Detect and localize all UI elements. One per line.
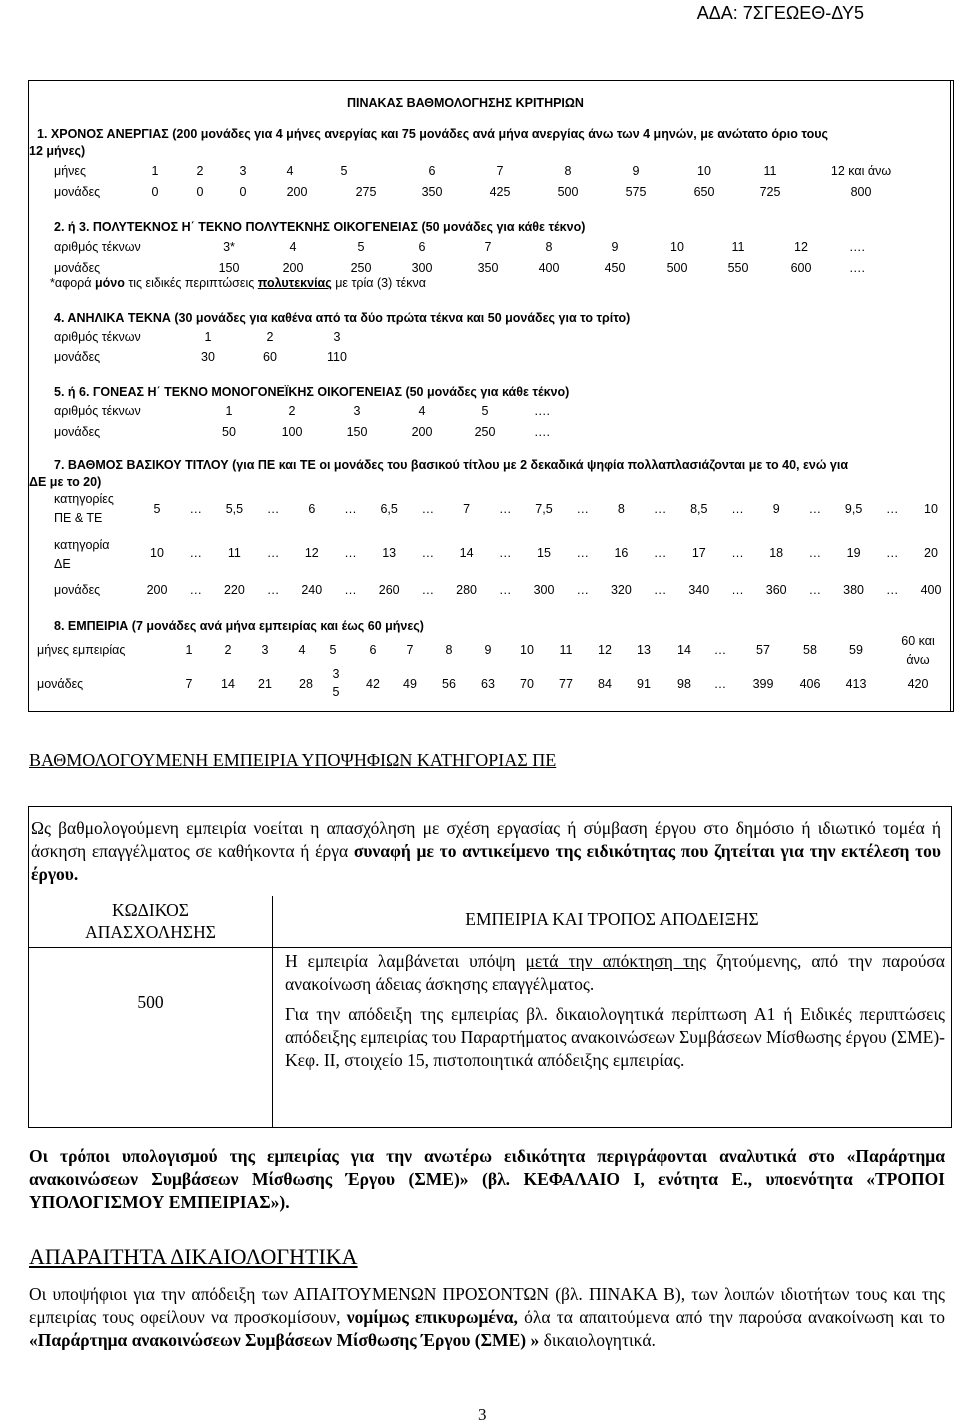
table-cell: 5 [357,240,365,254]
table-cell: 150 [218,261,240,275]
table-cell: 8 [617,502,625,516]
table-cell: … [713,643,727,657]
column-divider [272,896,273,1128]
table-cell: 91 [637,677,651,691]
table-cell: 98 [677,677,691,691]
table-cell: 28 [299,677,313,691]
table-cell: 420 [907,677,929,691]
table-cell: 280 [456,583,478,597]
table-cell: 12 [304,546,319,560]
table-cell: 300 [411,261,433,275]
table-cell: 340 [688,583,710,597]
table-cell: 4 [289,240,297,254]
table-cell: … [189,546,202,560]
table-cell: 406 [799,677,821,691]
experience-definition-box [28,806,952,1128]
many-children-points-label: μονάδες [54,261,101,275]
table-cell: … [421,583,435,597]
table-cell: 8,5 [690,502,708,516]
table-cell: 56 [442,677,456,691]
table-cell: 14 [677,643,691,657]
table-cell: …. [534,425,550,439]
table-cell: 1 [151,164,159,178]
table-cell: … [189,502,202,516]
table-cell: 1 [204,330,212,344]
experience-proof: Για την απόδειξη της εμπειρίας βλ. δικαιολογητικά περίπτωση Α1 ή Ειδικές περιπτώσεις απόδειξης εμπειρίας του Παραρτήματος ανακοινώσεων Συμβάσεων Μίσθωσης έργου (ΣΜΕ)- Κεφ. ΙΙ, στοιχείο 15, πιστοποιητικά απόδειξης εμπειρίας. [285,1004,946,1070]
degree-points-label: μονάδες [54,583,101,597]
table-cell: 6,5 [380,502,398,516]
table-cell: … [731,546,744,560]
table-cell: 9 [632,164,640,178]
experience-definition: Ως βαθμολογούμενη εμπειρία νοείται η απασχόληση με σχέση εργασίας ή σύμβαση έργου στο δημόσιο ή ιδιωτικό τομέα ή άσκηση επαγγέλματος σε καθήκοντα ή έργα συναφή με το αντικείμενο της ειδικότητας που ζητείται για την εκτέλεση του έργου. [31,818,941,884]
table-cell: 63 [481,677,495,691]
table-cell: 4 [286,164,294,178]
table-cell: 360 [765,583,787,597]
experience-heading: 8. ΕΜΠΕΙΡΙΑ (7 μονάδες ανά μήνα εμπειρίας και έως 60 μήνες) [54,619,424,633]
table-cell: 1 [185,643,193,657]
table-cell: 380 [843,583,865,597]
table-cell: … [808,546,822,560]
table-cell: 7,5 [535,502,553,516]
table-cell: 500 [557,185,579,199]
table-right-rule [950,80,951,712]
table-cell: 10 [520,643,534,657]
table-cell: 11 [227,546,241,560]
table-cell: 59 [849,643,863,657]
table-cell: 12 [794,240,808,254]
table-cell: 11 [559,643,573,657]
table-cell: … [266,546,280,560]
table-cell: 240 [301,583,323,597]
table-cell: … [653,583,667,597]
table-cell: 13 [637,643,651,657]
table-cell: 8 [564,164,572,178]
ada-code: ΑΔΑ: 7ΣΓΕΩΕΘ-ΔΥ5 [696,3,864,23]
code-column-header: ΚΩΔΙΚΟΣ ΑΠΑΣΧΟΛΗΣΗΣ [85,900,216,942]
table-cell: 350 [477,261,499,275]
table-cell: 200 [286,185,308,199]
table-cell: 725 [759,185,781,199]
table-cell: … [731,583,744,597]
table-cell: 5 [481,404,489,418]
table-cell: 7 [463,502,471,516]
unemployment-heading-cont: 12 μήνες) [29,144,86,158]
table-cell: 7 [406,643,414,657]
table-cell: 1 [225,404,233,418]
table-cell: 7 [496,164,504,178]
table-cell: … [266,502,280,516]
table-cell: 500 [666,261,688,275]
requirements-title: ΑΠΑΡΑΙΤΗΤΑ ΔΙΚΑΙΟΛΟΓΗΤΙΚΑ [29,1244,358,1269]
table-cell: 9 [611,240,619,254]
table-cell: 10 [150,546,164,560]
table-cell: 60 [263,350,277,364]
table-cell: 18 [769,546,784,560]
table-cell: 200 [146,583,168,597]
table-cell: 21 [258,677,272,691]
table-cell: 2 [266,330,274,344]
table-cell: … [576,583,589,597]
table-cell: 58 [803,643,817,657]
table-cell: … [653,502,667,516]
experience-condition: Η εμπειρία λαμβάνεται υπόψη μετά την απόκτηση της ζητούμενης, από την παρούσα ανακοίνωση άδειας άσκησης επαγγέλματος. [285,951,945,994]
table-cell: 2 [196,164,204,178]
degree-de-label-2: ΔΕ [54,557,71,571]
experience-points-split-bottom: 5 [332,685,340,699]
many-children-count-label: αριθμός τέκνων [54,240,141,254]
table-cell: …. [534,404,550,418]
table-cell: 5 [329,643,337,657]
table-cell: … [189,583,202,597]
table-cell: 650 [693,185,715,199]
table-cell: 0 [151,185,159,199]
table-cell: 10 [924,502,938,516]
page-number: 3 [478,1405,487,1424]
table-cell: 10 [697,164,711,178]
table-cell: 7 [185,677,193,691]
table-cell: … [344,583,357,597]
experience-points-label: μονάδες [37,677,84,691]
table-cell: 70 [520,677,534,691]
table-cell: 6 [418,240,426,254]
table-cell: … [421,502,435,516]
table-cell: 425 [489,185,511,199]
table-cell: 6 [308,502,316,516]
table-cell: 200 [282,261,304,275]
table-cell: 450 [604,261,626,275]
experience-points-split-top: 3 [332,667,340,681]
table-cell: … [886,502,899,516]
degree-heading-cont: ΔΕ με το 20) [29,475,102,489]
table-cell: … [576,546,589,560]
table-cell: 275 [355,185,377,199]
table-cell: 300 [533,583,555,597]
table-cell: 12 και άνω [830,164,892,178]
table-cell: 0 [239,185,247,199]
table-cell: 77 [559,677,573,691]
criteria-title: ΠΙΝΑΚΑΣ ΒΑΘΜΟΛΟΓΗΣΗΣ ΚΡΙΤΗΡΙΩΝ [347,96,584,110]
table-cell: 19 [846,546,861,560]
table-cell: 0 [196,185,204,199]
experience-column-header: ΕΜΠΕΙΡΙΑ ΚΑΙ ΤΡΟΠΟΣ ΑΠΟΔΕΙΞΗΣ [465,909,759,929]
table-cell: … [886,583,899,597]
degree-de-label: κατηγορία [54,538,110,552]
table-cell: 575 [625,185,647,199]
experience-months-label: μήνες εμπειρίας [37,643,126,657]
table-cell: 7 [484,240,492,254]
table-cell: 57 [756,643,770,657]
table-cell: 11 [731,240,745,254]
table-cell: … [344,502,357,516]
table-cell: 399 [752,677,774,691]
table-cell: 6 [428,164,436,178]
table-cell: 4 [418,404,426,418]
table-cell: 42 [366,677,380,691]
table-cell: 400 [920,583,942,597]
table-cell: 9 [772,502,780,516]
table-cell: 11 [763,164,777,178]
table-cell: 10 [670,240,684,254]
table-cell: … [344,546,357,560]
degree-pe-te-label: κατηγορίες [54,492,114,506]
table-cell: 84 [598,677,612,691]
table-cell: 8 [445,643,453,657]
table-cell: 3 [239,164,247,178]
table-cell: 2 [288,404,296,418]
calculation-note: Οι τρόποι υπολογισμού της εμπειρίας για την ανωτέρω ειδικότητα περιγράφονται αναλυτικά στο «Παράρτημα ανακοινώσεων Συμβάσεων Μίσθωσης Έργου (ΣΜΕ)» (βλ. ΚΕΦΑΛΑΙΟ Ι, ενότητα Ε., υποενότητα «ΤΡΟΠΟΙ ΥΠΟΛΟΓΙΣΜΟΥ ΕΜΠΕΙΡΙΑΣ»). [29,1146,945,1212]
table-cell: 3* [223,240,235,254]
table-cell: 320 [610,583,632,597]
table-cell: … [808,502,822,516]
header-divider [29,947,951,948]
table-cell: 15 [537,546,551,560]
table-cell: 13 [382,546,397,560]
unemployment-heading: 1. ΧΡΟΝΟΣ ΑΝΕΡΓΙΑΣ (200 μονάδες για 4 μήνες ανεργίας και 75 μονάδες ανά μήνα ανεργίας άνω των 4 μηνών, με ανώτατο όριο τους [37,127,828,141]
table-cell: 14 [221,677,235,691]
table-cell: 100 [281,425,303,439]
table-cell: 3 [353,404,361,418]
table-cell: 250 [350,261,372,275]
many-children-heading: 2. ή 3. ΠΟΛΥΤΕΚΝΟΣ Η΄ ΤΕΚΝΟ ΠΟΛΥΤΕΚΝΗΣ ΟΙΚΟΓΕΝΕΙΑΣ (50 μονάδες για κάθε τέκνο) [54,220,586,234]
degree-pe-te-label-2: ΠΕ & ΤΕ [54,511,103,525]
minor-children-heading: 4. ΑΝΗΛΙΚΑ ΤΕΚΝΑ (30 μονάδες για καθένα από τα δύο πρώτα τέκνα και 50 μονάδες για το τρίτο) [54,311,631,325]
table-cell: 3 [333,330,341,344]
table-cell: 220 [223,583,245,597]
table-cell: 9 [484,643,492,657]
table-cell: 200 [411,425,433,439]
table-cell: 413 [845,677,867,691]
table-cell: 50 [222,425,236,439]
single-parent-heading: 5. ή 6. ΓΟΝΕΑΣ Η΄ ΤΕΚΝΟ ΜΟΝΟΓΟΝΕΪΚΗΣ ΟΙΚΟΓΕΝΕΙΑΣ (50 μονάδες για κάθε τέκνο) [54,385,570,399]
table-cell: …. [849,240,865,254]
table-cell: 3 [261,643,269,657]
table-cell: 16 [614,546,629,560]
unemployment-months-label: μήνες [54,164,87,178]
table-cell: 260 [378,583,400,597]
table-cell: … [499,546,512,560]
table-cell: … [266,583,280,597]
table-cell: 800 [850,185,872,199]
table-cell: 14 [459,546,474,560]
experience-section-title: ΒΑΘΜΟΛΟΓΟΥΜΕΝΗ ΕΜΠΕΙΡΙΑ ΥΠΟΨΗΦΙΩΝ ΚΑΤΗΓΟΡΙΑΣ ΠΕ [29,750,557,770]
table-cell: 8 [545,240,553,254]
table-cell: 600 [790,261,812,275]
minor-children-count-label: αριθμός τέκνων [54,330,141,344]
single-parent-count-label: αριθμός τέκνων [54,404,141,418]
occupation-code: 500 [137,992,164,1012]
table-cell: … [886,546,899,560]
table-cell: … [421,546,435,560]
table-cell: 12 [598,643,612,657]
table-cell: …. [849,261,865,275]
table-cell: … [499,583,512,597]
table-cell: … [713,677,727,691]
table-cell: 150 [346,425,368,439]
table-cell: … [653,546,667,560]
table-cell: 5 [340,164,348,178]
table-cell: 5,5 [225,502,244,516]
table-cell: 9,5 [844,502,863,516]
table-cell: 20 [924,546,938,560]
experience-months-last-2: άνω [906,653,930,667]
table-cell: 550 [727,261,749,275]
table-cell: 250 [474,425,496,439]
table-cell: … [576,502,589,516]
single-parent-points-label: μονάδες [54,425,101,439]
requirements-text: Οι υποψήφιοι για την απόδειξη των ΑΠΑΙΤΟΥΜΕΝΩΝ ΠΡΟΣΟΝΤΩΝ (βλ. ΠΙΝΑΚΑ Β), των λοιπών ιδιοτήτων τους και της εμπειρίας τους οφείλουν να προσκομίσουν, νομίμως επικυρωμένα, όλα τα απαιτούμενα από την παρούσα ανακοίνωση και το «Παράρτημα ανακοινώσεων Συμβάσεων Μίσθωσης Έργου (ΣΜΕ) » δικαιολογητικά. [29,1284,945,1350]
table-cell: 17 [691,546,706,560]
table-cell: 400 [538,261,560,275]
table-cell: 2 [224,643,232,657]
table-cell: … [731,502,744,516]
experience-months-last: 60 και [901,634,935,648]
table-cell: 49 [403,677,417,691]
table-cell: 6 [369,643,377,657]
degree-heading: 7. ΒΑΘΜΟΣ ΒΑΣΙΚΟΥ ΤΙΤΛΟΥ (για ΠΕ και ΤΕ οι μονάδες του βασικού τίτλου με 2 δεκαδικά ψηφία πολλαπλασιάζονται με το 40, ενώ για [54,458,849,472]
many-children-note: *αφορά μόνο τις ειδικές περιπτώσεις πολυτεκνίας με τρία (3) τέκνα [50,276,426,290]
table-cell: 110 [327,350,347,364]
table-cell: 30 [201,350,215,364]
table-cell: 4 [298,643,306,657]
table-cell: 350 [421,185,443,199]
table-cell: … [808,583,822,597]
table-cell: 5 [153,502,161,516]
unemployment-points-label: μονάδες [54,185,101,199]
minor-children-points-label: μονάδες [54,350,101,364]
table-cell: … [499,502,512,516]
